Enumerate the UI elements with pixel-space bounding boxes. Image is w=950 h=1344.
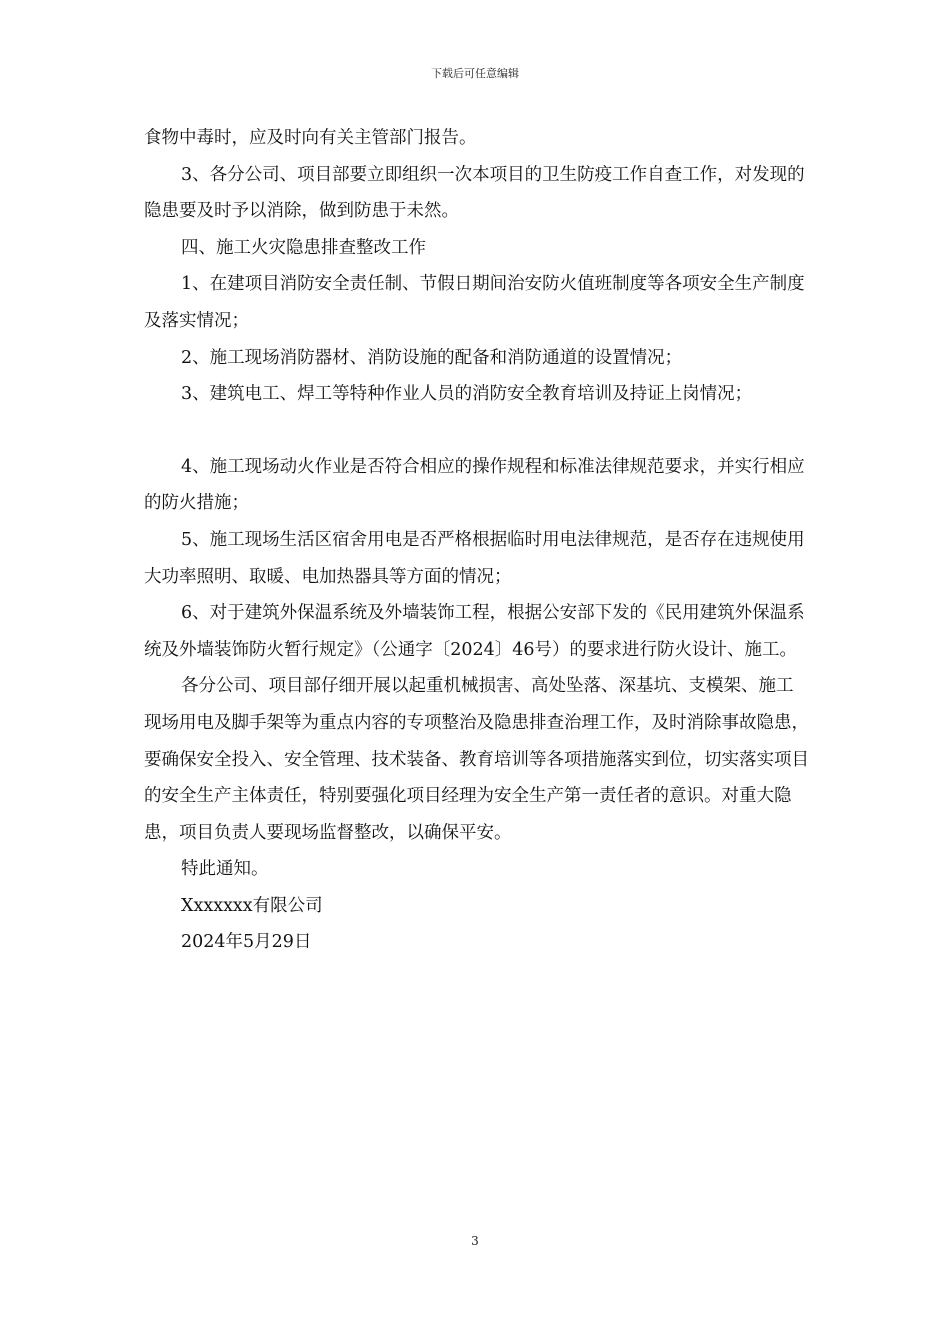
signature-company: Xxxxxxx有限公司 bbox=[181, 895, 323, 916]
paragraph-fire-item-6: 6、对于建筑外保温系统及外墙装饰工程，根据公安部下发的《民用建筑外保温系统及外墙装饰防火暂行规定》（公通字〔2024〕46号）的要求进行防火设计、施工。 bbox=[144, 603, 805, 660]
page-number: 3 bbox=[471, 1234, 479, 1248]
page-header: 下载后可任意编辑 bbox=[431, 67, 519, 80]
section-heading-fire-hazard: 四、施工火灾隐患排查整改工作 bbox=[181, 237, 426, 258]
paragraph-food-poisoning-report: 食物中毒时，应及时向有关主管部门报告。 bbox=[144, 128, 477, 148]
paragraph-fire-item-5: 5、施工现场生活区宿舍用电是否严格根据临时用电法律规范，是否存在违规使用大功率照明、取暖、电加热器具等方面的情况； bbox=[144, 529, 805, 587]
paragraph-fire-item-2: 2、施工现场消防器材、消防设施的配备和消防通道的设置情况； bbox=[181, 347, 683, 368]
paragraph-special-rectification: 各分公司、项目部仔细开展以起重机械损害、高处坠落、深基坑、支模架、施工现场用电及脚手架等为重点内容的专项整治及隐患排查治理工作，及时消除事故隐患，要确保安全投入、安全管理、技术装备、教育培训等各项措施落实到位，切实落实项目的安全生产主体责任，特别要强化项目经理为安全生产第一责任者的意识。对重大隐患，项目负责人要现场监督整改，以确保平安。 bbox=[144, 676, 809, 843]
blank-line bbox=[144, 413, 809, 449]
closing-notice: 特此通知。 bbox=[181, 859, 269, 880]
paragraph-fire-item-1: 1、在建项目消防安全责任制、节假日期间治安防火值班制度等各项安全生产制度及落实情况； bbox=[144, 274, 805, 331]
paragraph-item-3-self-inspection: 3、各分公司、项目部要立即组织一次本项目的卫生防疫工作自查工作，对发现的隐患要及时予以消除，做到防患于未然。 bbox=[144, 164, 805, 222]
paragraph-fire-item-3: 3、建筑电工、焊工等特种作业人员的消防安全教育培训及持证上岗情况； bbox=[181, 384, 753, 405]
document-body bbox=[144, 120, 809, 961]
paragraph-fire-item-4: 4、施工现场动火作业是否符合相应的操作规程和标准法律规范要求，并实行相应的防火措施； bbox=[144, 456, 805, 514]
signature-date: 2024年5月29日 bbox=[181, 932, 312, 953]
